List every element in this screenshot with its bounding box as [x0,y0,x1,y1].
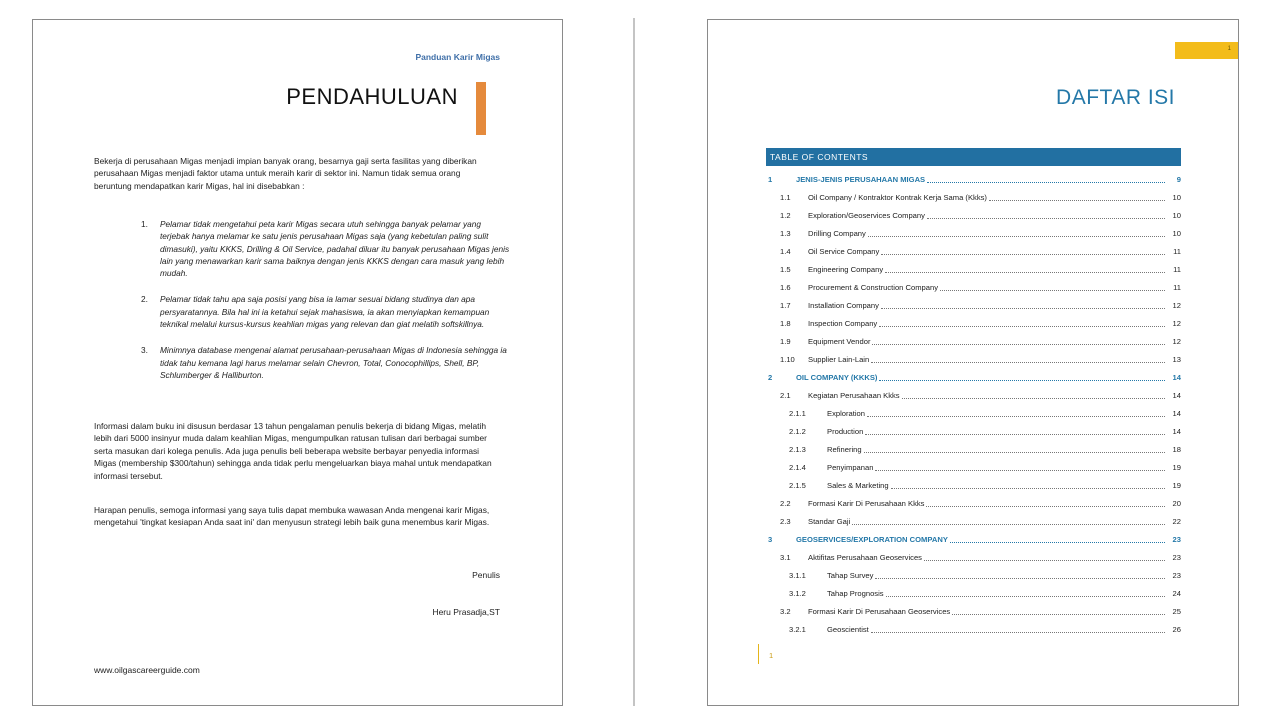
toc-entry-number: 1.3 [780,228,791,238]
toc-entry[interactable] [766,242,1181,260]
toc-entry-page: 10 [1172,192,1181,202]
reasons-list [141,218,511,395]
toc-dot-leader [865,434,1165,435]
toc-entry[interactable] [766,422,1181,440]
running-header: Panduan Karir Migas [415,52,500,62]
toc-dot-leader [927,218,1165,219]
toc-entry-label: Refinering [827,444,862,454]
toc-entry-label: OIL COMPANY (KKKS) [796,372,878,382]
toc-dot-leader [879,326,1165,327]
body-paragraph: Harapan penulis, semoga informasi yang saya tulis dapat membuka wawasan Anda mengenai karir Migas, mengetahui 'tingkat kesiapan Anda saat ini' dan menyusun strategi lebih baik guna menembus karir Migas. [94,505,490,528]
footer-url: www.oilgascareerguide.com [94,665,200,675]
toc-entry-page: 19 [1172,480,1181,490]
toc-entry-label: Inspection Company [808,318,878,328]
toc-entry-page: 19 [1172,462,1181,472]
toc-entry-page: 14 [1172,408,1181,418]
toc-dot-leader [852,524,1165,525]
list-item-text: Pelamar tidak mengetahui peta karir Migas secara utuh sehingga banyak pelamar yang terjebak hanya melamar ke satu jenis perusahaan Migas saja (yang kebetulan paling sulit dimasuki), yaitu KKKS, Drilling & Oil Service, padahal diluar itu banyak perusahaan Migas jenis lain yang menawarkan karir sama baiknya dengan jenis KKKS dengan cara masuk yang lebih mudah. [160,219,510,279]
signature-name: Heru Prasadja,ST [432,607,500,617]
toc-dot-leader [871,632,1165,633]
toc-dot-leader [891,488,1165,489]
toc-entry-number: 2.1.5 [789,480,806,490]
toc-entry-label: Formasi Karir Di Perusahaan Kkks [808,498,925,508]
toc-banner: TABLE OF CONTENTS [766,148,1181,166]
toc-entry[interactable] [766,404,1181,422]
toc-entry[interactable] [766,530,1181,548]
toc-dot-leader [886,596,1165,597]
toc-entry-number: 1.8 [780,318,791,328]
title-accent-bar [476,82,486,135]
toc-dot-leader [864,452,1165,453]
toc-dot-leader [879,380,1165,381]
toc-entry-label: Exploration/Geoservices Company [808,210,925,220]
toc-dot-leader [885,272,1165,273]
toc-entry[interactable] [766,458,1181,476]
toc-entry[interactable] [766,188,1181,206]
toc-entry-page: 12 [1172,300,1181,310]
toc-entry-page: 20 [1172,498,1181,508]
toc-entry-label: Kegiatan Perusahaan Kkks [808,390,900,400]
toc-dot-leader [875,578,1165,579]
toc-entry-page: 22 [1172,516,1181,526]
toc-entry[interactable] [766,440,1181,458]
toc-entry[interactable] [766,278,1181,296]
list-item [141,293,511,330]
toc-entry-label: Penyimpanan [827,462,874,472]
toc-entry-number: 2 [768,372,773,382]
list-item-text: Minimnya database mengenai alamat perusahaan-perusahaan Migas di Indonesia sehingga ia tidak tahu kemana lagi harus melamar selain Chevron, Total, Conocophillips, Shell, BP, Schlumberger & Halliburton. [160,345,507,380]
toc-dot-leader [868,236,1165,237]
footer-page-number: 1 [769,651,774,660]
toc-entry[interactable] [766,584,1181,602]
toc-entry-number: 1.9 [780,336,791,346]
toc-entry-page: 25 [1172,606,1181,616]
toc-dot-leader [950,542,1165,543]
toc-entry[interactable] [766,620,1181,638]
toc-entry-number: 1.7 [780,300,791,310]
signature-role: Penulis [472,570,500,580]
toc-entry[interactable] [766,206,1181,224]
toc-entry-number: 3.2 [780,606,791,616]
page-number: 1 [1227,46,1231,52]
toc-entry[interactable] [766,548,1181,566]
toc-entry-label: Standar Gaji [808,516,851,526]
toc-entry-page: 11 [1173,246,1181,256]
toc-entry-page: 14 [1172,390,1181,400]
toc-dot-leader [989,200,1165,201]
list-item-number: 3. [141,345,148,356]
toc-entry-page: 23 [1172,570,1181,580]
toc-entry[interactable] [766,314,1181,332]
toc-entry[interactable] [766,224,1181,242]
toc-dot-leader [872,344,1165,345]
toc-entry-page: 11 [1173,264,1181,274]
toc-entry-label: Procurement & Construction Company [808,282,938,292]
body-paragraph: Informasi dalam buku ini disusun berdasar 13 tahun pengalaman penulis bekerja di bidang Migas, melatih lebih dari 5000 insinyur muda dalam keahlian Migas, mengumpulkan ratusan tulisan dari berbagai sumber serta masukan dari kolega penulis. Ada juga penulis beli beberapa website berbayar penyedia informasi Migas (membership $300/tahun) sehingga anda tidak perlu mengeluarkan biaya mahal untuk mendapatkan informasi tersebut. [94,421,492,481]
toc-entry-number: 2.1 [780,390,791,400]
toc-entry-label: Sales & Marketing [827,480,889,490]
page-number-tab [1175,42,1238,59]
toc-entry-number: 2.3 [780,516,791,526]
toc-dot-leader [881,254,1165,255]
toc-entry-page: 12 [1172,318,1181,328]
toc-entry-number: 1.1 [780,192,791,202]
toc-entry-page: 24 [1172,588,1181,598]
toc-entry-number: 3.1.1 [789,570,806,580]
toc-entry-page: 23 [1172,552,1181,562]
toc-entry[interactable] [766,260,1181,278]
toc-entry[interactable] [766,332,1181,350]
toc-entry-label: Installation Company [808,300,879,310]
toc-entry-label: Geoscientist [827,624,869,634]
toc-entry-number: 2.1.3 [789,444,806,454]
toc-entry-label: Engineering Company [808,264,884,274]
toc-dot-leader [881,308,1165,309]
toc-entry-label: GEOSERVICES/EXPLORATION COMPANY [796,534,948,544]
toc-entry-label: Aktifitas Perusahaan Geoservices [808,552,922,562]
page-title: DAFTAR ISI [1056,86,1175,109]
list-item-number: 2. [141,294,148,305]
list-item [141,218,511,279]
toc-entry-number: 1.10 [780,354,795,364]
toc-entry-number: 2.1.1 [789,408,806,418]
toc-dot-leader [926,506,1165,507]
page-title: PENDAHULUAN [286,84,458,109]
toc-entry-number: 2.1.2 [789,426,806,436]
toc-entry-number: 3 [768,534,773,544]
toc-entry-page: 14 [1172,426,1181,436]
intro-paragraph: Bekerja di perusahaan Migas menjadi impian banyak orang, besarnya gaji serta fasilitas yang diberikan perusahaan Migas menjadi faktor utama untuk meraih karir di sektor ini. Namun tidak semua orang beruntung mendapatkan karir Migas, hal ini disebabkan : [94,156,477,191]
toc-entry-label: Oil Service Company [808,246,880,256]
toc-entry-label: Exploration [827,408,865,418]
list-item-number: 1. [141,219,148,229]
toc-dot-leader [875,470,1165,471]
toc-entry-label: JENIS-JENIS PERUSAHAAN MIGAS [796,174,926,184]
toc-entry-label: Tahap Prognosis [827,588,884,598]
toc-entry[interactable] [766,368,1181,386]
toc-entry[interactable] [766,296,1181,314]
toc-entry-page: 26 [1172,624,1181,634]
toc-entry-number: 3.1 [780,552,791,562]
toc-entry-label: Formasi Karir Di Perusahaan Geoservices [808,606,951,616]
toc-entry-label: Production [827,426,864,436]
toc-entry-label: Oil Company / Kontraktor Kontrak Kerja Sama (Kkks) [808,192,987,202]
toc-entry-number: 3.2.1 [789,624,806,634]
toc-entry-label: Drilling Company [808,228,866,238]
toc-entry-page: 10 [1172,228,1181,238]
toc-entry-label: Tahap Survey [827,570,874,580]
toc-entry-page: 23 [1172,534,1181,544]
toc-entry-number: 2.2 [780,498,791,508]
toc-dot-leader [902,398,1165,399]
toc-entry[interactable] [766,476,1181,494]
toc-entry[interactable] [766,350,1181,368]
toc-list [766,170,1181,638]
toc-entry-page: 13 [1172,354,1181,364]
toc-entry[interactable] [766,512,1181,530]
list-item-text: Pelamar tidak tahu apa saja posisi yang bisa ia lamar sesuai bidang studinya dan apa persyaratannya. Bila hal ini ia ketahui sejak mahasiswa, ia akan menyiapkan kemampuan teknikal melalui kursus-kursus keahlian migas yang relevan dan giat melatih softskillnya. [160,294,490,330]
toc-dot-leader [927,182,1165,183]
toc-dot-leader [867,416,1165,417]
toc-entry-number: 1.5 [780,264,791,274]
list-item [141,344,511,381]
toc-entry-number: 1.6 [780,282,791,292]
toc-entry-label: Equipment Vendor [808,336,871,346]
footer-accent-line [758,644,759,664]
toc-entry-label: Supplier Lain-Lain [808,354,870,364]
toc-entry-page: 10 [1172,210,1181,220]
toc-entry[interactable] [766,602,1181,620]
toc-entry[interactable] [766,170,1181,188]
toc-entry-number: 1.2 [780,210,791,220]
toc-entry-page: 11 [1173,282,1181,292]
toc-entry-page: 18 [1172,444,1181,454]
toc-entry[interactable] [766,566,1181,584]
toc-entry-number: 2.1.4 [789,462,806,472]
toc-entry[interactable] [766,386,1181,404]
document-page-daftar-isi [707,19,1239,706]
toc-entry-number: 1 [768,174,773,184]
page-divider [633,18,635,706]
toc-entry-page: 9 [1176,174,1181,184]
toc-entry-number: 3.1.2 [789,588,806,598]
toc-entry-page: 14 [1172,372,1181,382]
toc-entry-number: 1.4 [780,246,791,256]
toc-dot-leader [952,614,1165,615]
toc-dot-leader [924,560,1165,561]
toc-dot-leader [871,362,1165,363]
document-page-pendahuluan [32,19,563,706]
toc-dot-leader [940,290,1165,291]
toc-entry[interactable] [766,494,1181,512]
toc-entry-page: 12 [1172,336,1181,346]
